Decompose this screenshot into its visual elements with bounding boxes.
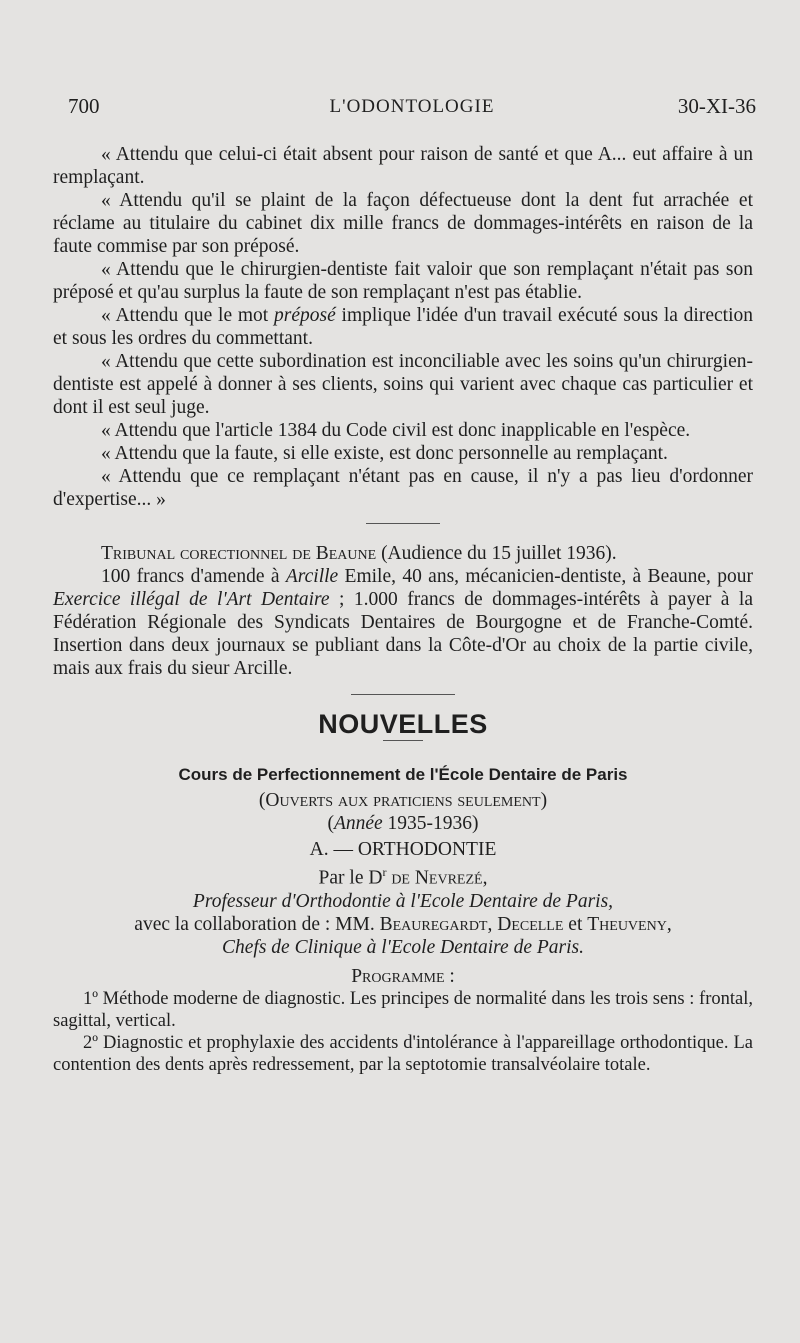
paragraph: « Attendu que ce remplaçant n'étant pas en cause, il n'y a pas lieu d'ordonner d'expertise... » bbox=[53, 466, 753, 510]
page-header bbox=[68, 94, 756, 124]
issue-date: 30-XI-36 bbox=[677, 94, 756, 118]
section-title: NOUVELLES bbox=[318, 709, 488, 739]
main-text bbox=[53, 143, 753, 1076]
paragraph: « Attendu que l'article 1384 du Code civil est donc inapplicable en l'espèce. bbox=[101, 420, 691, 441]
paragraph: « Attendu que le chirurgien-dentiste fait valoir que son remplaçant n'était pas son préposé et qu'au surplus la faute de son remplaçant n'est pas établie. bbox=[53, 259, 753, 303]
paragraph: « Attendu qu'il se plaint de la façon défectueuse dont la dent fut arrachée et réclame au titulaire du cabinet dix mille francs de dommages-intérêts en raison de la faute commise par son préposé. bbox=[53, 190, 753, 257]
divider bbox=[383, 740, 423, 741]
paragraph: « Attendu que celui-ci était absent pour raison de santé et que A... eut affaire à un remplaçant. bbox=[53, 144, 753, 188]
collaborators: avec la collaboration de : MM. Beauregardt, Decelle et Theuveny, bbox=[134, 913, 672, 935]
list-item: 2º Diagnostic et prophylaxie des accidents d'intolérance à l'appareillage orthodontique. La contention des dents après redressement, par la septotomie transalvéolaire totale. bbox=[53, 1032, 753, 1075]
paragraph: « Attendu que le mot préposé implique l'idée d'un travail exécuté sous la direction et sous les ordres du commettant. bbox=[53, 305, 753, 349]
list-item: 1º Méthode moderne de diagnostic. Les principes de normalité dans les trois sens : frontal, sagittal, vertical. bbox=[53, 988, 753, 1031]
collaborators-title: Chefs de Clinique à l'Ecole Dentaire de Paris. bbox=[222, 936, 584, 958]
programme-heading: Programme : bbox=[351, 965, 455, 987]
course-title: Cours de Perfectionnement de l'École Dentaire de Paris bbox=[178, 765, 628, 784]
course-subtitle: (Ouverts aux praticiens seulement) bbox=[258, 790, 548, 811]
course-section: A. — ORTHODONTIE bbox=[309, 839, 497, 860]
paragraph: « Attendu que la faute, si elle existe, est donc personnelle au remplaçant. bbox=[101, 443, 668, 464]
divider bbox=[351, 694, 455, 695]
professor-title: Professeur d'Orthodontie à l'Ecole Dentaire de Paris, bbox=[192, 890, 614, 912]
paragraph: « Attendu que cette subordination est inconciliable avec les soins qu'un chirurgien-dentiste est appelé à donner à ses clients, soins qui varient avec chaque cas particulier et dont il est seul juge. bbox=[53, 351, 753, 418]
programme-list bbox=[53, 988, 753, 1076]
running-title: L'ODONTOLOGIE bbox=[329, 96, 495, 117]
course-year: (Année 1935-1936) bbox=[327, 813, 479, 834]
tribunal-heading: Tribunal corectionnel de Beaune (Audience du 15 juillet 1936). bbox=[101, 543, 617, 564]
tribunal-text: 100 francs d'amende à Arcille Emile, 40 ans, mécanicien-dentiste, à Beaune, pour Exercice illégal de l'Art Dentaire ; 1.000 francs de dommages-intérêts à payer à la Fédération Régionale des Syndicats Dentaires de Bourgogne et de Franche-Comté. Insertion dans deux journaux se publiant dans la Côte-d'Or au choix de la partie civile, mais aux frais du sieur Arcille. bbox=[53, 566, 754, 679]
professor-line: Par le $D^r$ de Nevrezé, bbox=[318, 865, 488, 889]
page-number: 700 bbox=[68, 94, 100, 118]
divider bbox=[366, 523, 440, 524]
